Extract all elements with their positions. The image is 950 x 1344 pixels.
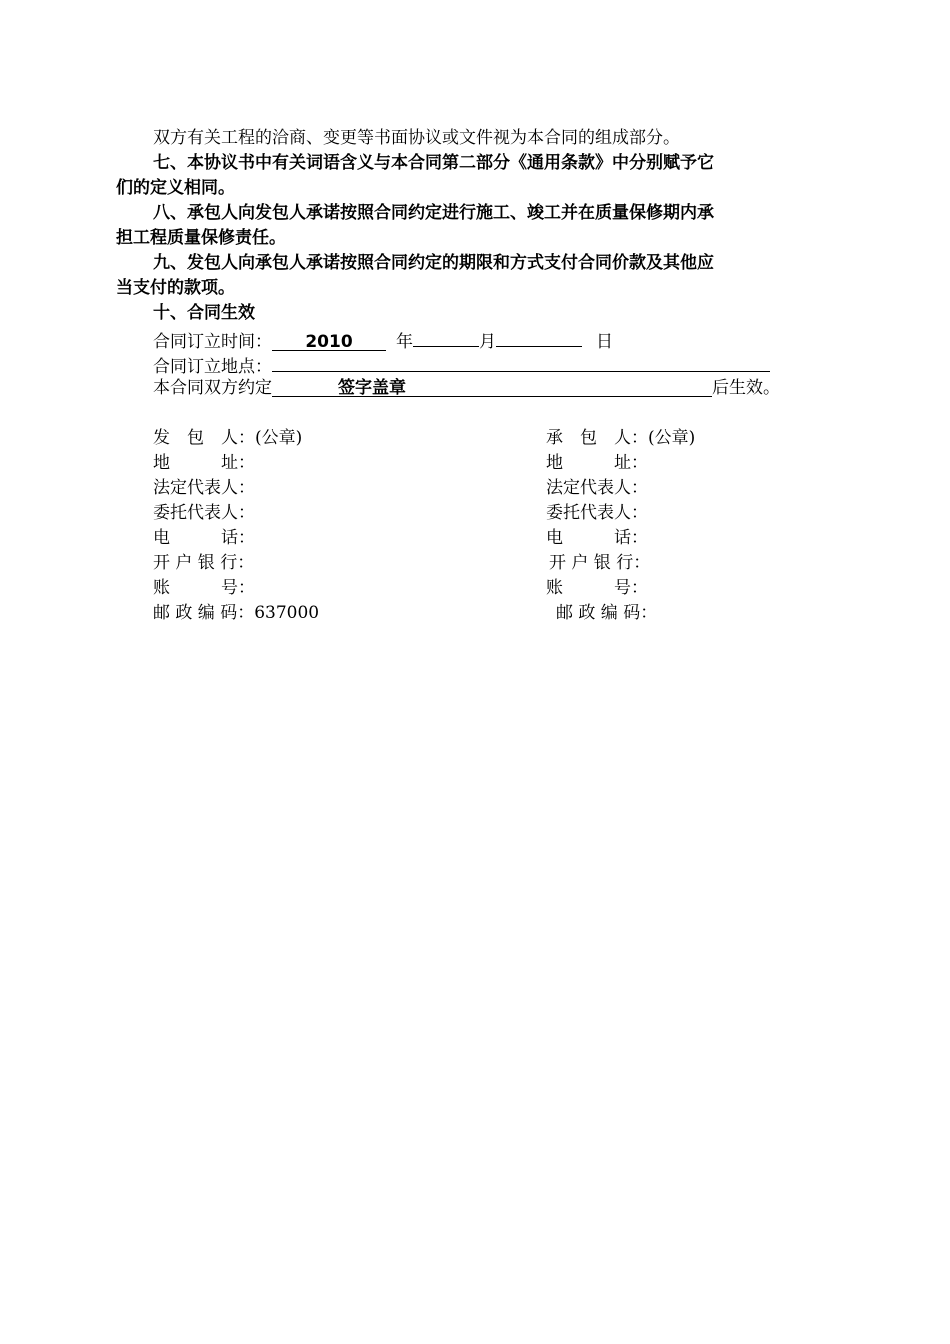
right-party-bank: 开 户 银 行： [549, 553, 651, 573]
right-party-account: 账 号： [546, 578, 648, 598]
paragraph-8-line-2: 担工程质量保修责任。 [116, 228, 286, 248]
contract-year-value: 2010 [272, 330, 386, 351]
contract-month-unit: 月 [479, 332, 496, 352]
contract-place-blank [272, 351, 770, 372]
left-party-postcode-label: 邮 政 编 码： [153, 603, 255, 623]
paragraph-8-line-1: 八、承包人向发包人承诺按照合同约定进行施工、竣工并在质量保修期内承 [153, 203, 714, 223]
contract-year-unit: 年 [396, 332, 413, 352]
left-party-legal-rep: 法定代表人： [153, 478, 255, 498]
contract-place-label: 合同订立地点： [153, 357, 272, 377]
contract-agree-label: 本合同双方约定 [153, 378, 272, 398]
left-party-postcode-row [153, 601, 319, 626]
paragraph-9-line-2: 当支付的款项。 [116, 278, 235, 298]
right-party-postcode-label: 邮 政 编 码： [556, 603, 658, 623]
left-party-account: 账 号： [153, 578, 255, 598]
paragraph-7-line-2: 们的定义相同。 [116, 178, 235, 198]
left-party-role: 发 包 人：(公章) [153, 428, 303, 448]
contract-agree-suffix: 后生效。 [712, 378, 780, 398]
paragraph-7-line-1: 七、本协议书中有关词语含义与本合同第二部分《通用条款》中分别赋予它 [153, 153, 714, 173]
contract-agreement-row [153, 376, 780, 401]
contract-agree-value: 签字盖章 [338, 378, 406, 398]
right-party-role: 承 包 人：(公章) [546, 428, 696, 448]
contract-month-blank [413, 326, 479, 347]
contract-place-row [153, 351, 770, 376]
paragraph-1: 双方有关工程的洽商、变更等书面协议或文件视为本合同的组成部分。 [153, 128, 680, 148]
right-party-agent: 委托代表人： [546, 503, 648, 523]
left-party-postcode-value: 637000 [254, 603, 320, 623]
right-party-address: 地 址： [546, 453, 648, 473]
contract-day-unit: 日 [596, 332, 613, 352]
paragraph-9-line-1: 九、发包人向承包人承诺按照合同约定的期限和方式支付合同价款及其他应 [153, 253, 714, 273]
left-party-bank: 开 户 银 行： [153, 553, 255, 573]
contract-day-blank [496, 326, 582, 347]
left-party-phone: 电 话： [153, 528, 255, 548]
contract-time-label: 合同订立时间： [153, 332, 272, 352]
left-party-address: 地 址： [153, 453, 255, 473]
left-party-agent: 委托代表人： [153, 503, 255, 523]
right-party-phone: 电 话： [546, 528, 648, 548]
right-party-legal-rep: 法定代表人： [546, 478, 648, 498]
contract-time-row [153, 326, 613, 351]
paragraph-10-heading: 十、合同生效 [153, 303, 255, 323]
